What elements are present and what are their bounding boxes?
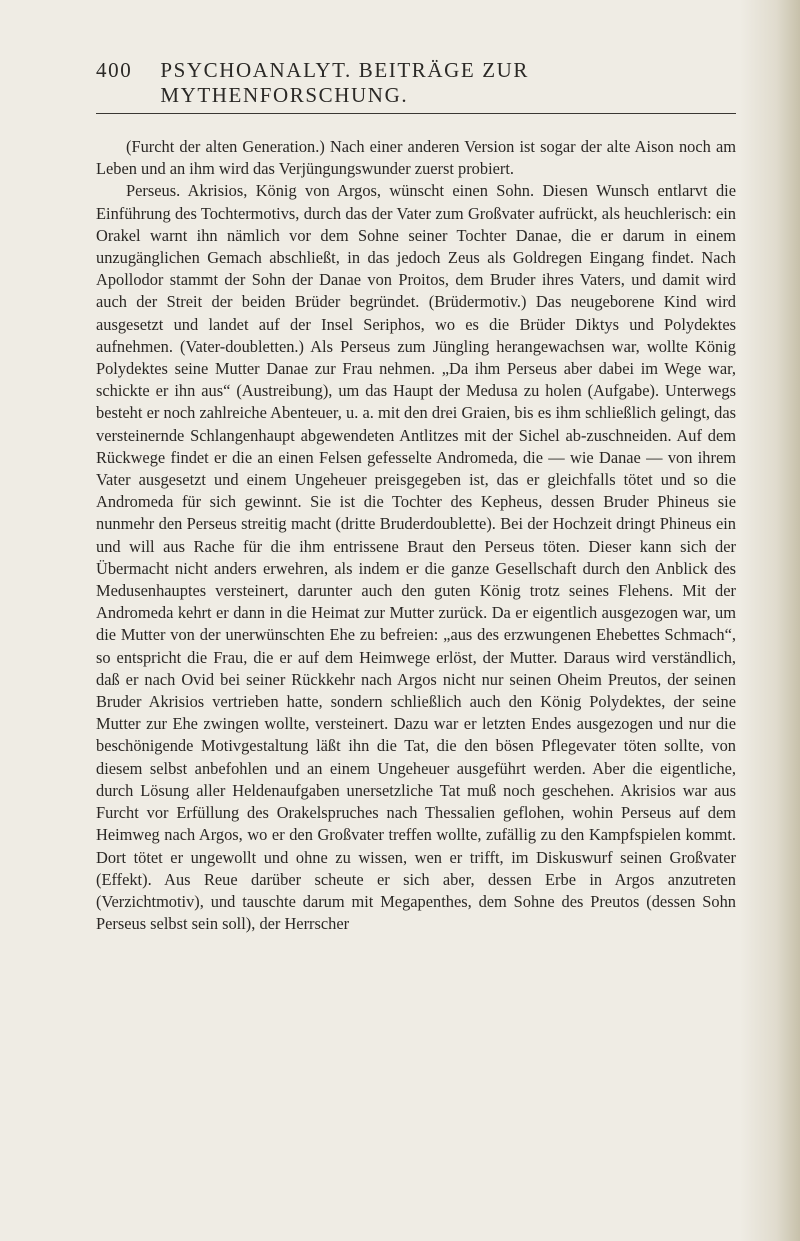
page-number: 400 xyxy=(96,58,133,82)
paragraph-2: Perseus. Akrisios, König von Argos, wünscht einen Sohn. Diesen Wunsch entlarvt die Einführung des Tochtermotivs, durch das der Vater zum Großvater aufrückt, als heuchlerisch: ein Orakel warnt ihn nämlich vor dem Sohne seiner Tochter Danae, die er darum in einem unzugänglichen Gemach abschließt, in das jedoch Zeus als Goldregen Eingang findet. Nach Apollodor stammt der Sohn der Danae von Proitos, dem Bruder ihres Vaters, und damit wird auch der Streit der beiden Brüder begründet. (Brüdermotiv.) Das neugeborene Kind wird ausgesetzt und landet auf der Insel Seriphos, wo es die Brüder Diktys und Polydektes aufnehmen. (Vater-doubletten.) Als Perseus zum Jüngling herangewachsen war, wollte König Polydektes seine Mutter Danae zur Frau nehmen. „Da ihm Perseus aber dabei im Wege war, schickte er ihn aus“ (Austreibung), um das Haupt der Medusa zu holen (Aufgabe). Unterwegs besteht er noch zahlreiche Abenteuer, u. a. mit den drei Graien, bis es ihm schließlich gelingt, das versteinernde Schlangenhaupt abgewendeten Antlitzes mit der Sichel ab-zuschneiden. Auf dem Rückwege findet er die an einen Felsen gefesselte Andromeda, die — wie Danae — von ihrem Vater ausgesetzt und einem Ungeheuer preisgegeben ist, das er gleichfalls tötet und so die Andromeda für sich gewinnt. Sie ist die Tochter des Kepheus, dessen Bruder Phineus sie nunmehr den Perseus streitig macht (dritte Bruderdoublette). Bei der Hochzeit dringt Phineus ein und will aus Rache für die ihm entrissene Braut den Perseus töten. Dieser kann sich der Übermacht nicht anders erwehren, als indem er die ganze Gesellschaft durch den Anblick des Medusenhauptes versteinert, darunter auch den guten König trotz seines Flehens. Mit der Andromeda kehrt er dann in die Heimat zur Mutter zurück. Da er eigentlich ausgezogen war, um die Mutter von der unerwünschten Ehe zu befreien: „aus des erzwungenen Ehebettes Schmach“, so entspricht die Frau, die er auf dem Heimwege erlöst, der Mutter. Daraus wird verständlich, daß er nach Ovid bei seiner Rückkehr nach Argos nicht nur seinen Oheim Preutos, der seinen Bruder Akrisios vertrieben hatte, sondern schließlich auch den König Polydektes, der seine Mutter zur Ehe zwingen wollte, versteinert. Dazu war er letzten Endes ausgezogen und nur die beschönigende Motivgestaltung läßt ihn die Tat, die den bösen Pflegevater töten sollte, von diesem selbst anbefohlen und an einem Ungeheuer ausgeführt werden. Aber die eigentliche, durch Lösung aller Heldenaufgaben unersetzliche Tat muß noch geschehen. Akrisios war aus Furcht vor Erfüllung des Orakelspruches nach Thessalien geflohen, wohin Perseus auf dem Heimweg nach Argos, wo er den Großvater treffen wollte, zufällig zu den Kampfspielen kommt. Dort tötet er ungewollt und ohne zu wissen, wen er trifft, im Diskuswurf seinen Großvater (Effekt). Aus Reue darüber scheute er sich aber, dessen Erbe in Argos anzutreten (Verzichtmotiv), und tauschte darum mit Megapenthes, dem Sohne des Preutos (dessen Sohn Perseus selbst sein soll), der Herrscher xyxy=(96,181,736,934)
page-header xyxy=(96,58,736,114)
paragraph-1: (Furcht der alten Generation.) Nach einer anderen Version ist sogar der alte Aison noch am Leben und an ihm wird das Verjüngungswunder zuerst probiert. xyxy=(96,137,736,179)
running-head: PSYCHOANALYT. BEITRÄGE ZUR MYTHENFORSCHUNG. xyxy=(160,58,530,107)
body-text xyxy=(96,136,736,935)
book-page xyxy=(96,58,736,935)
page-edge-shadow xyxy=(740,0,800,1241)
